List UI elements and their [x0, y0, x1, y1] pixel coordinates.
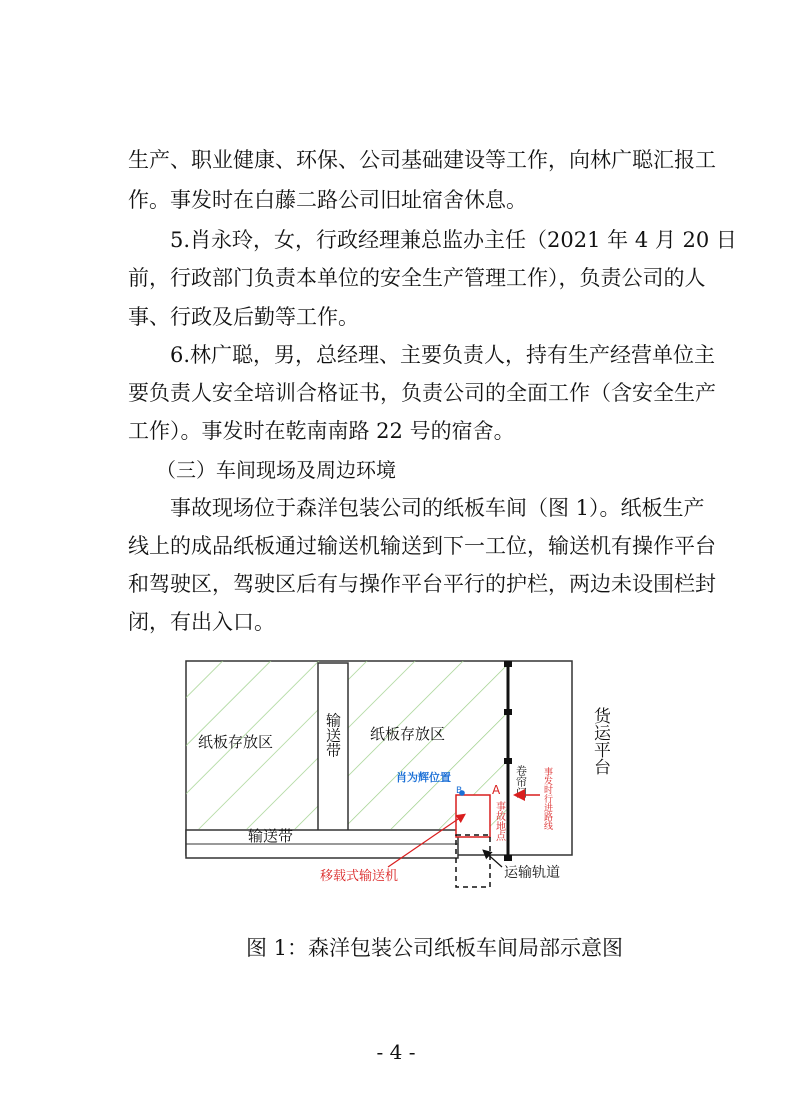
paragraph-line: 和驾驶区，驾驶区后有与操作平台平行的护栏，两边未设围栏封: [128, 572, 716, 596]
paragraph-line: 工作）。事发时在乾南南路 22 号的宿舍。: [128, 419, 515, 443]
track-dashed-box: [456, 835, 490, 887]
marker-b-label: B: [456, 786, 463, 796]
paragraph-line: 事故现场位于森洋包装公司的纸板车间（图 1）。纸板生产: [170, 496, 705, 520]
storage-label-left: 纸板存放区: [198, 733, 274, 751]
paragraph-line: 5.肖永玲，女，行政经理兼总监办主任（2021 年 4 月 20 日: [170, 228, 737, 252]
page-number: - 4 -: [376, 1040, 416, 1064]
paragraph-line: 生产、职业健康、环保、公司基础建设等工作，向林广聪汇报工: [128, 148, 716, 172]
paragraph-line: 6.林广聪，男，总经理、主要负责人，持有生产经营单位主: [170, 343, 716, 367]
paragraph-line: 闭，有出入口。: [128, 610, 275, 634]
figure-caption: 图 1：森洋包装公司纸板车间局部示意图: [246, 936, 624, 960]
mobile-conveyor-label: 移载式输送机: [320, 869, 399, 884]
section-heading: （三）车间现场及周边环境: [156, 458, 396, 482]
paragraph-line: 前，行政部门负责本单位的安全生产管理工作），负责公司的人: [128, 266, 706, 290]
cargo-platform-label: 货运平台: [590, 707, 610, 775]
person-position-label: 肖为辉位置: [396, 771, 451, 784]
paragraph-line: 作。事发时在白藤二路公司旧址宿舍休息。: [128, 188, 527, 212]
horizontal-conveyor-label: 输送带: [248, 827, 294, 845]
accident-spot-label: 事故地点: [493, 801, 505, 841]
paragraph-line: 线上的成品纸板通过输送机输送到下一工位，输送机有操作平台: [128, 534, 716, 558]
transport-track-label: 运输轨道: [504, 865, 560, 881]
route-note-label: 事发时行进路线: [542, 767, 552, 830]
rolling-door-label: 卷帘门: [514, 765, 528, 798]
mobile-conveyor-box: [456, 795, 490, 837]
storage-label-right: 纸板存放区: [370, 725, 446, 743]
vertical-conveyor-label: 输送带: [324, 712, 342, 758]
marker-a-label: A: [492, 783, 501, 797]
paragraph-line: 要负责人安全培训合格证书，负责公司的全面工作（含安全生产: [128, 381, 716, 405]
workshop-layout-diagram: [180, 655, 610, 895]
track-pointer: [484, 851, 502, 867]
paragraph-line: 事、行政及后勤等工作。: [128, 305, 359, 329]
